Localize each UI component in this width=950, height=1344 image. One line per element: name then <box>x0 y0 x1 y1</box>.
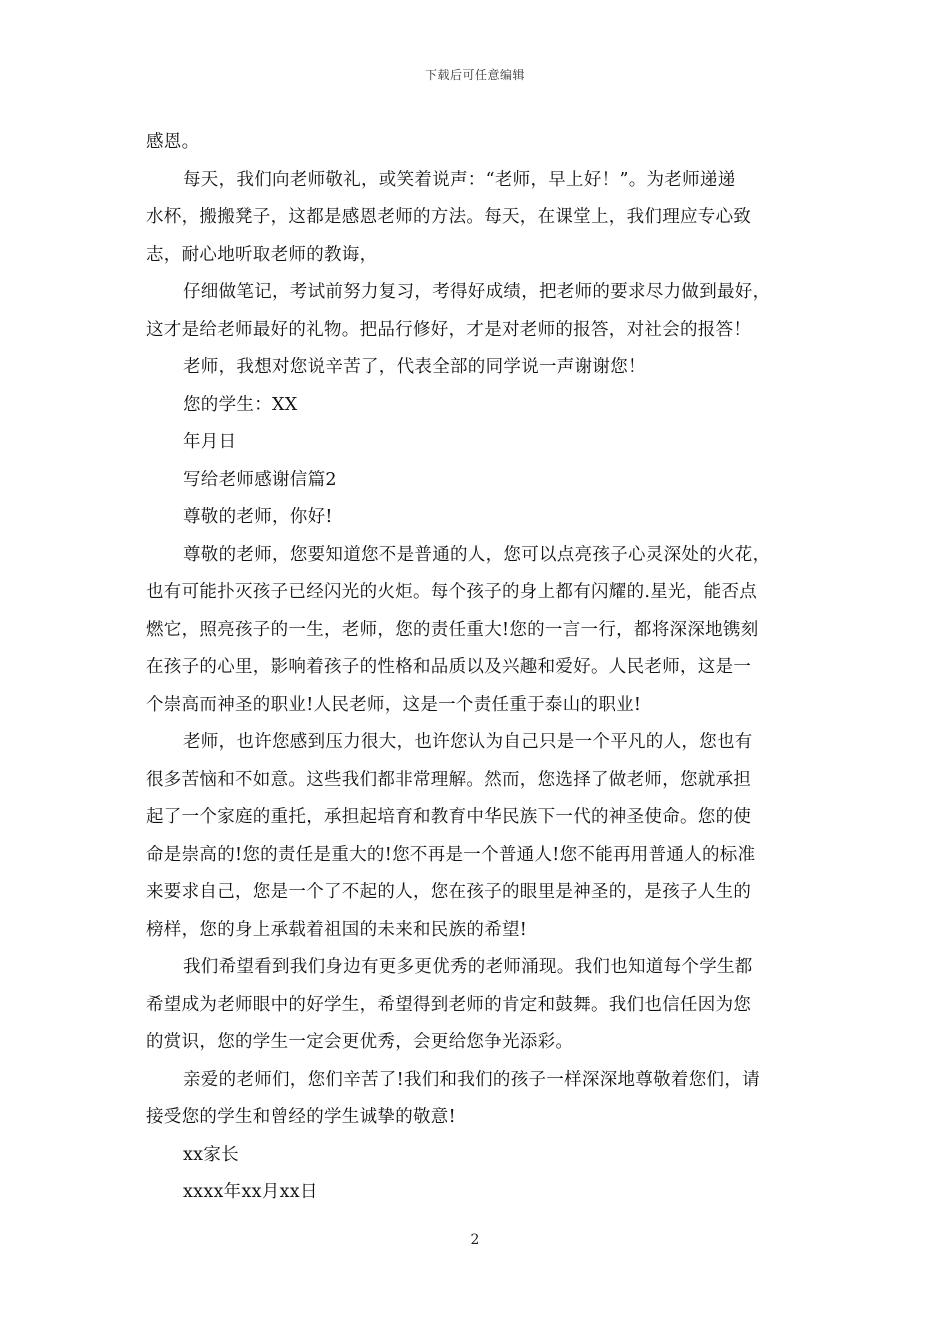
text-line: 接受您的学生和曾经的学生诚挚的敬意! <box>146 1107 456 1127</box>
signature-line: xx家长 <box>183 1144 239 1165</box>
page-header: 下载后可任意编辑 <box>424 68 525 82</box>
text-line: 也有可能扑灭孩子已经闪光的火炬。每个孩子的身上都有闪耀的.星光，能否点 <box>146 582 758 602</box>
text-line: 尊敬的老师，您要知道您不是普通的人，您可以点亮孩子心灵深处的火花， <box>183 544 771 565</box>
text-line: 水杯，搬搬凳子，这都是感恩老师的方法。每天，在课堂上，我们理应专心致 <box>146 207 752 227</box>
signature-line: 您的学生：XX <box>183 394 298 415</box>
text-line: 来要求自己，您是一个了不起的人，您在孩子的眼里是神圣的，是孩子人生的 <box>146 882 752 902</box>
text-line: 在孩子的心里，影响着孩子的性格和品质以及兴趣和爱好。人民老师，这是一 <box>146 657 752 677</box>
text-line: 感恩。 <box>146 132 200 152</box>
text-line: 志，耐心地听取老师的教诲， <box>146 244 378 265</box>
text-line: 燃它，照亮孩子的一生，老师，您的责任重大!您的一言一行，都将深深地镌刻 <box>146 619 759 640</box>
text-line: 命是崇高的!您的责任是重大的!您不再是一个普通人!您不能再用普通人的标准 <box>146 844 756 865</box>
document-body <box>146 124 818 1212</box>
date-line: xxxx年xx月xx日 <box>183 1182 318 1202</box>
text-line: 我们希望看到我们身边有更多更优秀的老师涌现。我们也知道每个学生都 <box>183 957 753 977</box>
date-line: 年月日 <box>183 432 237 452</box>
page-number: 2 <box>470 1232 480 1248</box>
text-line: 希望成为老师眼中的好学生，希望得到老师的肯定和鼓舞。我们也信任因为您 <box>146 994 752 1015</box>
text-line: 的赏识，您的学生一定会更优秀，会更给您争光添彩。 <box>146 1032 574 1052</box>
text-line: 仔细做笔记，考试前努力复习，考得好成绩，把老师的要求尽力做到最好， <box>183 282 771 302</box>
text-line: 亲爱的老师们，您们辛苦了!我们和我们的孩子一样深深地尊敬着您们，请 <box>183 1069 760 1090</box>
section-title: 写给老师感谢信篇2 <box>183 469 337 490</box>
text-line: 很多苦恼和不如意。这些我们都非常理解。然而，您选择了做老师，您就承担 <box>146 769 752 790</box>
text-line: 这才是给老师最好的礼物。把品行修好，才是对老师的报答，对社会的报答！ <box>146 319 752 340</box>
text-line: 老师，也许您感到压力很大，也许您认为自己只是一个平凡的人，您也有 <box>183 732 753 752</box>
text-line: 个崇高而神圣的职业!人民老师，这是一个责任重于泰山的职业! <box>146 694 642 715</box>
text-line: 每天，我们向老师敬礼，或笑着说声：“老师，早上好！”。为老师递递 <box>183 169 736 190</box>
text-line: 榜样，您的身上承载着祖国的未来和民族的希望! <box>146 919 528 940</box>
text-line: 起了一个家庭的重托，承担起培育和教育中华民族下一代的神圣使命。您的使 <box>146 807 752 827</box>
salutation: 尊敬的老师，你好! <box>183 507 333 527</box>
text-line: 老师，我想对您说辛苦了，代表全部的同学说一声谢谢您！ <box>183 357 646 377</box>
